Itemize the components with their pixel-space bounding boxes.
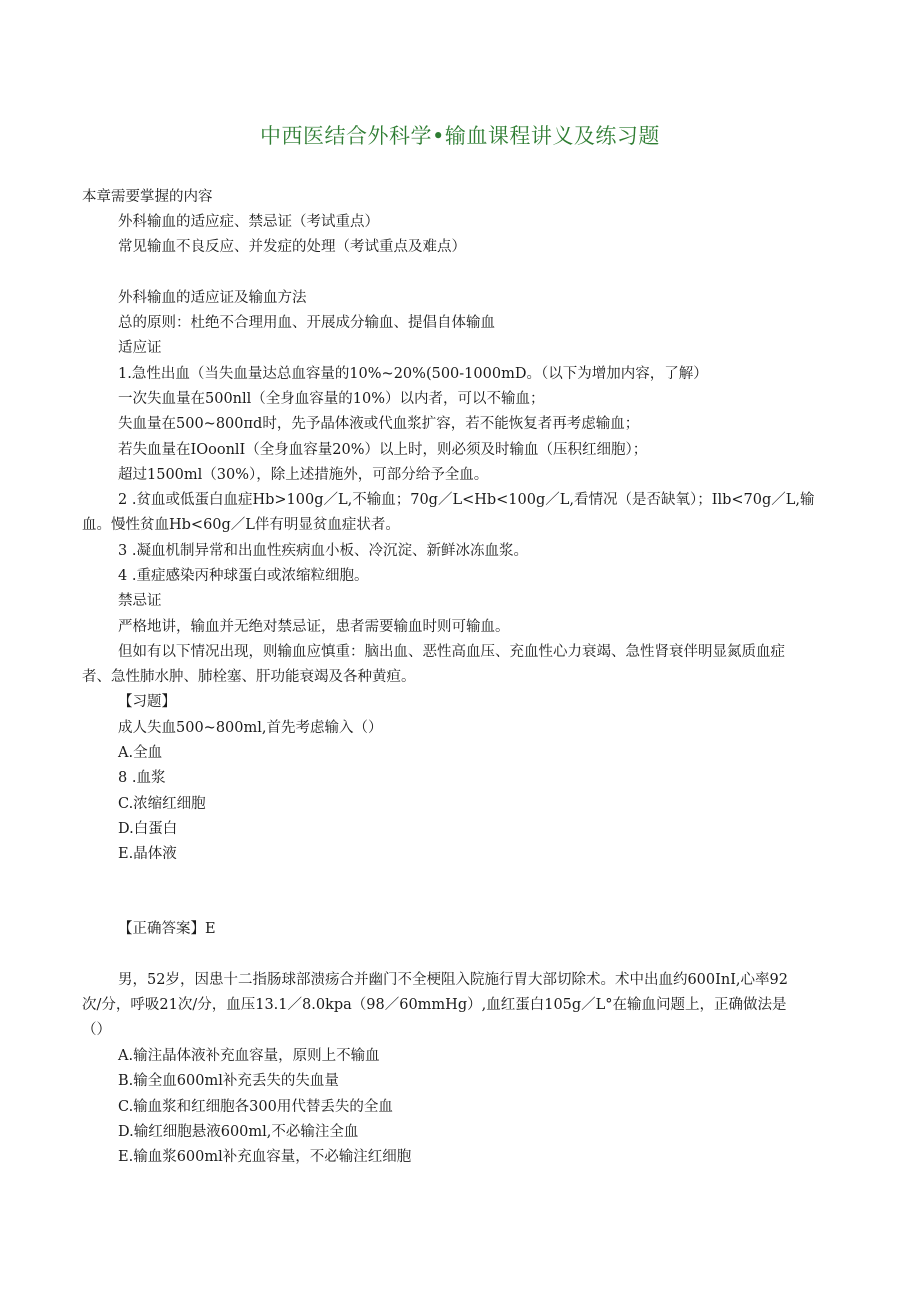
indication-1-d: 超过1500ml（30%），除上述措施外，可部分给予全血。 bbox=[118, 467, 489, 483]
question-1-option-c: C.浓缩红细胞 bbox=[118, 796, 206, 812]
question-1-option-e: E.晶体液 bbox=[118, 846, 177, 862]
exercise-label: 【习题】 bbox=[118, 694, 176, 710]
indication-2-line-2: 血。慢性贫血Hb<60g／L伴有明显贫血症状者。 bbox=[82, 517, 400, 533]
question-2-option-c: C.输血浆和红细胞各300用代替丢失的全血 bbox=[118, 1099, 393, 1115]
objective-item-2: 常见输血不良反应、并发症的处理（考试重点及难点） bbox=[118, 239, 466, 255]
indication-1-c: 若失血量在IOoonlI（全身血容量20%）以上时，则必须及时输血（压积红细胞）； bbox=[118, 442, 648, 458]
indication-1: 1.急性出血（当失血量达总血容量的10%~20%(500-1000mD。（以下为增加内容，了解） bbox=[118, 366, 708, 382]
question-2-option-b: B.输全血600ml补充丢失的失血量 bbox=[118, 1073, 339, 1089]
indications-label: 适应证 bbox=[118, 340, 162, 356]
question-1-option-b: 8 .血浆 bbox=[118, 770, 166, 786]
question-1-option-a: A.全血 bbox=[118, 745, 163, 761]
indication-1-b: 失血量在500~800πd时，先予晶体液或代血浆扩容，若不能恢复者再考虑输血； bbox=[118, 416, 640, 432]
indication-2-line-1: 2 .贫血或低蛋白血症Hb>100g／L,不输血；70g／L<Hb<100g／L,看情况（是否缺氧）；Ilb<70g／L,输 bbox=[118, 492, 815, 508]
section-heading-objectives: 本章需要掌握的内容 bbox=[82, 189, 213, 205]
question-2-option-e: E.输血浆600ml补充血容量，不必输注红细胞 bbox=[118, 1149, 412, 1165]
section-heading-indications: 外科输血的适应证及输血方法 bbox=[118, 290, 307, 306]
contraindication-2-line-1: 但如有以下情况出现，则输血应慎重：脑出血、恶性高血压、充血性心力衰竭、急性肾衰伴明显氮质血症 bbox=[118, 644, 785, 660]
question-2-line-2: 次/分，呼吸21次/分，血压13.1／8.0kpa（98／60mmHg）,血红蛋白105g／L°在输血问题上，正确做法是 bbox=[82, 997, 787, 1013]
indication-1-a: 一次失血量在500nll（全身血容量的10%）以内者，可以不输血； bbox=[118, 391, 545, 407]
general-principle: 总的原则：杜绝不合理用血、开展成分输血、提倡自体输血 bbox=[118, 315, 495, 331]
objective-item-1: 外科输血的适应症、禁忌证（考试重点） bbox=[118, 214, 379, 230]
contraindications-label: 禁忌证 bbox=[118, 593, 162, 609]
question-2-option-a: A.输注晶体液补充血容量，原则上不输血 bbox=[118, 1048, 380, 1064]
question-2-option-d: D.输红细胞悬液600ml,不必输注全血 bbox=[118, 1124, 359, 1140]
question-1-option-d: D.白蛋白 bbox=[118, 821, 178, 837]
contraindication-2-line-2: 者、急性肺水肿、肺栓塞、肝功能衰竭及各种黄疸。 bbox=[82, 669, 416, 685]
contraindication-1: 严格地讲，输血并无绝对禁忌证，患者需要输血时则可输血。 bbox=[118, 619, 510, 635]
question-2-line-1: 男，52岁，因患十二指肠球部溃疡合并幽门不全梗阻入院施行胃大部切除术。术中出血约600InI,心率92 bbox=[118, 972, 788, 988]
question-1: 成人失血500~800ml,首先考虑输入（） bbox=[118, 720, 383, 736]
indication-4: 4 .重症感染丙种球蛋白或浓缩粒细胞。 bbox=[118, 568, 369, 584]
question-2-line-3: （） bbox=[82, 1022, 111, 1038]
indication-3: 3 .凝血机制异常和出血性疾病血小板、冷沉淀、新鲜冰冻血浆。 bbox=[118, 543, 528, 559]
document-title: 中西医结合外科学•输血课程讲义及练习题 bbox=[260, 124, 660, 148]
correct-answer: 【正确答案】E bbox=[118, 921, 216, 937]
